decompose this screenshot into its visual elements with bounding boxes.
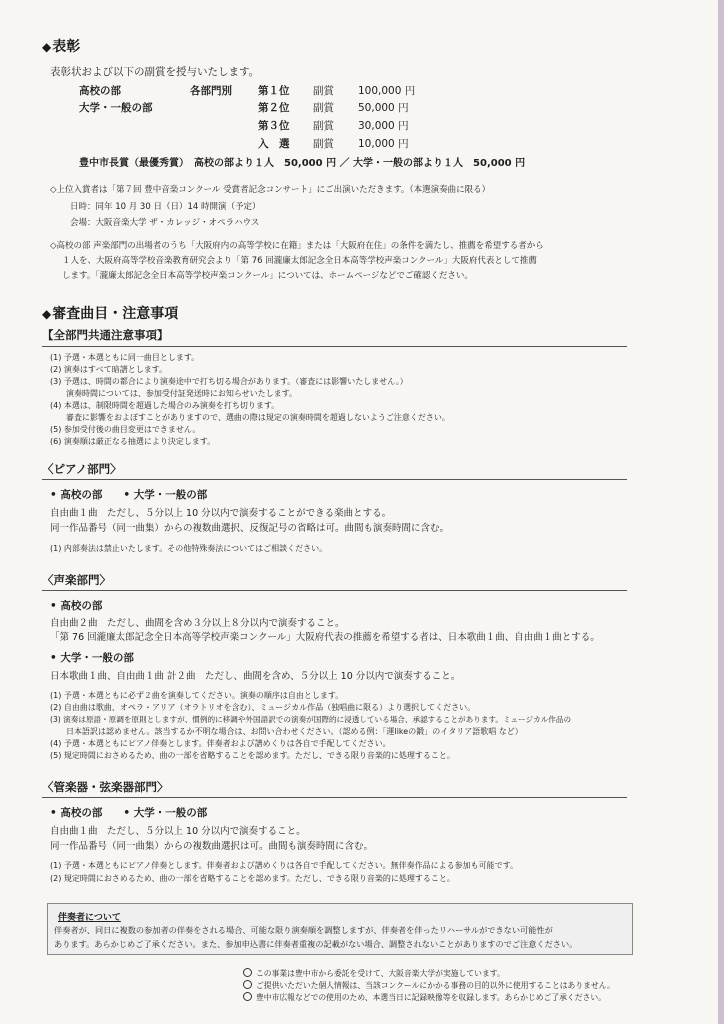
vocal-note: (3) 演奏は原語・原調を原則としますが、慣例的に移調や外国語訳での演奏が国際的に浸透している場合、承認することがあります。ミュージカル作品の: [50, 715, 572, 724]
common-note: 演奏時間については、参加受付証発送時にお知らせいたします。: [50, 389, 297, 398]
accompanist-notice-box: [47, 903, 633, 955]
prize-place: 第１位: [258, 85, 290, 97]
piano-header: 〈ピアノ部門〉: [42, 462, 122, 476]
concert-venue: 会場：大阪音楽大学 ザ・カレッジ・オペラハウス: [70, 218, 260, 228]
piano-requirement: 自由曲１曲 ただし、５分以上 10 分以内で演奏することができる楽曲とする。: [50, 508, 392, 519]
accompanist-text: あります。あらかじめご了承ください。また、参加申込書に伴奏者重複の記載がない場合、調整されないことがありますのでご注意ください。: [54, 939, 578, 949]
vocal-univ-label: • 大学・一般の部: [50, 652, 134, 664]
winds-strings-header: 〈管楽器・弦楽器部門〉: [42, 780, 169, 794]
each-dept-label: 各部門別: [190, 85, 232, 97]
divider: [42, 590, 627, 591]
prize-place: 第２位: [258, 102, 290, 114]
divider: [42, 346, 627, 347]
prize-kind: 副賞: [313, 102, 334, 114]
hs-division-label: 高校の部: [79, 85, 121, 97]
prize-place: 入 選: [258, 138, 290, 150]
vocal-hs-requirement: 「第 76 回瀧廉太郎記念全日本高等学校声楽コンクール」大阪府代表の推薦を希望する者は、日本歌曲１曲、自由曲１曲とする。: [50, 632, 600, 643]
circle-bullet-icon: [243, 992, 252, 1001]
winds-requirement: 自由曲１曲 ただし、５分以上 10 分以内で演奏すること。: [50, 826, 306, 837]
prize-place: 第３位: [258, 120, 290, 132]
awards-intro: 表彰状および以下の副賞を授与いたします。: [50, 66, 260, 78]
vocal-hs-label: • 高校の部: [50, 600, 103, 612]
circle-bullet-icon: [243, 968, 252, 977]
piano-note: (1) 内部奏法は禁止いたします。その他特殊奏法についてはご相談ください。: [50, 544, 328, 553]
circle-bullet-icon: [243, 980, 252, 989]
prize-amount: 100,000 円: [358, 85, 416, 97]
footer-note: ご提供いただいた個人情報は、当該コンクールにかかる事務の目的以外に使用することはありません。: [243, 980, 615, 990]
common-note: 審査に影響をおよぼすことがありますので、選曲の際は規定の演奏時間を超過しないようご注意ください。: [50, 413, 450, 422]
prize-amount: 30,000 円: [358, 120, 409, 132]
piano-requirement: 同一作品番号（同一曲集）からの複数曲選択、反復記号の省略は可。曲間も演奏時間に含む。: [50, 523, 450, 534]
diamond-icon: ◆: [42, 307, 52, 321]
footer-note: この事業は豊中市から委託を受けて、大阪音楽大学が実施しています。: [243, 968, 505, 978]
common-notes-header: 【全部門共通注意事項】: [42, 328, 169, 342]
mayor-prize: 豊中市長賞（最優秀賞） 高校の部より１人 50,000 円 ／ 大学・一般の部より１人 50,000 円: [79, 158, 526, 169]
vocal-note: 日本語訳は認めません。該当するか不明な場合は、お問い合わせください。（認める例：「運likeの鍛」のイタリア語歌唱 など）: [50, 727, 523, 736]
piano-divisions: • 高校の部 • 大学・一般の部: [50, 489, 208, 501]
prize-kind: 副賞: [313, 85, 334, 97]
page-edge: [718, 0, 724, 1024]
accompanist-title: 伴奏者について: [58, 913, 121, 923]
vocal-note: (2) 自由曲は歌曲、オペラ・アリア（オラトリオを含む）、ミュージカル作品（独唱曲に限る）より選択してください。: [50, 703, 476, 712]
divider: [42, 797, 627, 798]
awards-section-title: ◆表彰: [42, 39, 81, 55]
concert-date: 日時：同年 10 月 30 日（日）14 時開演（予定）: [70, 202, 261, 212]
vocal-recommend-note: １人を、大阪府高等学校音楽教育研究会より「第 76 回瀧廉太郎記念全日本高等学校声楽コンクール」大阪府代表として推薦: [62, 256, 537, 266]
winds-note: (1) 予選・本選ともにピアノ伴奏とします。伴奏者および譜めくりは各自で手配してください。無伴奏作品による参加も可能です。: [50, 861, 518, 870]
winds-note: (2) 規定時間におさめるため、曲の一部を省略することを認めます。ただし、できる限り音楽的に処理すること。: [50, 874, 455, 883]
prize-kind: 副賞: [313, 138, 334, 150]
prize-kind: 副賞: [313, 120, 334, 132]
prize-amount: 50,000 円: [358, 102, 409, 114]
vocal-note: (1) 予選・本選ともに必ず２曲を演奏してください。演奏の順序は自由とします。: [50, 691, 344, 700]
prize-amount: 10,000 円: [358, 138, 409, 150]
accompanist-text: 伴奏者が、同日に複数の参加者の伴奏をされる場合、可能な限り演奏順を調整しますが、伴奏者を伴ったリハーサルができない可能性が: [54, 925, 553, 935]
common-note: (6) 演奏順は厳正なる抽選により決定します。: [50, 437, 216, 446]
footer-note: 豊中市広報などでの使用のため、本選当日に記録映像等を収録します。あらかじめご了承ください。: [243, 992, 606, 1002]
common-note: (1) 予選・本選ともに同一曲目とします。: [50, 353, 200, 362]
vocal-univ-requirement: 日本歌曲１曲、自由曲１曲 計２曲 ただし、曲間を含め、５分以上 10 分以内で演奏すること。: [50, 671, 461, 682]
vocal-recommend-note: ◇高校の部 声楽部門の出場者のうち「大阪府内の高等学校に在籍」または「大阪府在住」の条件を満たし、推薦を希望する者から: [50, 241, 544, 251]
rules-section-title: ◆審査曲目・注意事項: [42, 306, 179, 322]
common-note: (2) 演奏はすべて暗譜とします。: [50, 365, 168, 374]
vocal-recommend-note: します。「瀧廉太郎記念全日本高等学校声楽コンクール」については、ホームページなどでご確認ください。: [62, 271, 473, 281]
common-note: (4) 本選は、制限時間を超過した場合のみ演奏を打ち切ります。: [50, 401, 280, 410]
univ-division-label: 大学・一般の部: [79, 102, 153, 114]
vocal-hs-requirement: 自由曲２曲 ただし、曲間を含め３分以上８分以内で演奏すること。: [50, 618, 345, 629]
vocal-header: 〈声楽部門〉: [42, 573, 111, 587]
concert-note: ◇上位入賞者は「第７回 豊中音楽コンクール 受賞者記念コンサート」にご出演いただきます。（本選演奏曲に限る）: [50, 185, 491, 195]
common-note: (3) 予選は、時間の都合により演奏途中で打ち切る場合があります。（審査には影響いたしません。）: [50, 377, 408, 386]
common-note: (5) 参加受付後の曲目変更はできません。: [50, 425, 201, 434]
diamond-icon: ◆: [42, 40, 52, 54]
winds-divisions: • 高校の部 • 大学・一般の部: [50, 807, 208, 819]
winds-requirement: 同一作品番号（同一曲集）からの複数曲選択は可。曲間も演奏時間に含む。: [50, 841, 374, 852]
vocal-note: (5) 規定時間におさめるため、曲の一部を省略することを認めます。ただし、できる限り音楽的に処理すること。: [50, 751, 455, 760]
vocal-note: (4) 予選・本選ともにピアノ伴奏とします。伴奏者および譜めくりは各自で手配してください。: [50, 739, 391, 748]
divider: [42, 479, 627, 480]
